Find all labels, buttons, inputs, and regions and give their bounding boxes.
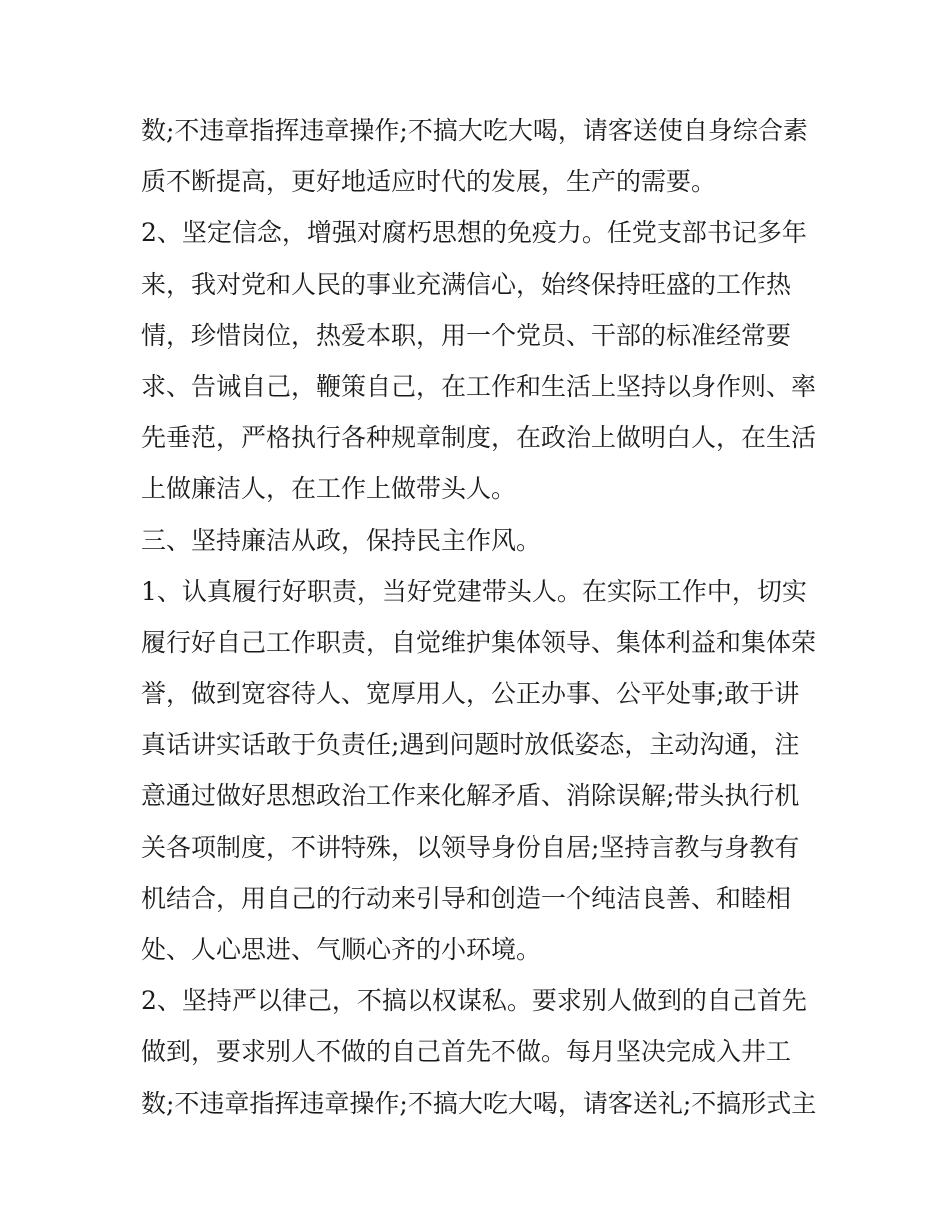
text-line-16: 机结合，用自己的行动来引导和创造一个纯洁良善、和睦相 xyxy=(141,883,792,913)
text-line-2: 质不断提高，更好地适应时代的发展，生产的需要。 xyxy=(141,167,717,197)
body-text xyxy=(141,105,821,1129)
text-line-10: 1、认真履行好职责，当好党建带头人。在实际工作中，切实 xyxy=(141,576,807,606)
text-line-17: 处、人心思进、气顺心齐的小环境。 xyxy=(141,935,542,964)
text-line-12: 誉，做到宽容待人、宽厚用人，公正办事、公平处事;敢于讲 xyxy=(141,679,800,709)
text-line-20: 数;不违章指挥违章操作;不搞大吃大喝，请客送礼;不搞形式主 xyxy=(141,1088,817,1118)
text-line-3: 2、坚定信念，增强对腐朽思想的免疫力。任党支部书记多年 xyxy=(141,218,807,248)
text-line-13: 真话讲实话敢于负责任;遇到问题时放低姿态，主动沟通，注 xyxy=(141,730,800,760)
section-heading: 三、坚持廉洁从政，保持民主作风。 xyxy=(141,525,542,555)
text-line-19: 做到，要求别人不做的自己首先不做。每月坚决完成入井工 xyxy=(141,1037,792,1067)
text-line-5: 情，珍惜岗位，热爱本职，用一个党员、干部的标准经常要 xyxy=(141,320,792,350)
text-line-18: 2、坚持严以律己，不搞以权谋私。要求别人做到的自己首先 xyxy=(141,986,807,1016)
text-line-6: 求、告诫自己，鞭策自己，在工作和生活上坚持以身作则、率 xyxy=(141,371,817,401)
text-line-8: 上做廉洁人，在工作上做带头人。 xyxy=(141,474,517,504)
text-line-14: 意通过做好思想政治工作来化解矛盾、消除误解;带头执行机 xyxy=(141,781,800,811)
text-line-11: 履行好自己工作职责，自觉维护集体领导、集体利益和集体荣 xyxy=(141,627,817,657)
text-line-4: 来，我对党和人民的事业充满信心，始终保持旺盛的工作热 xyxy=(141,269,792,299)
text-line-1: 数;不违章指挥违章操作;不搞大吃大喝，请客送使自身综合素 xyxy=(141,116,808,145)
text-line-15: 关各项制度，不讲特殊，以领导身份自居;坚持言教与身教有 xyxy=(141,832,800,862)
text-line-7: 先垂范，严格执行各种规章制度，在政治上做明白人，在生活 xyxy=(141,423,817,453)
